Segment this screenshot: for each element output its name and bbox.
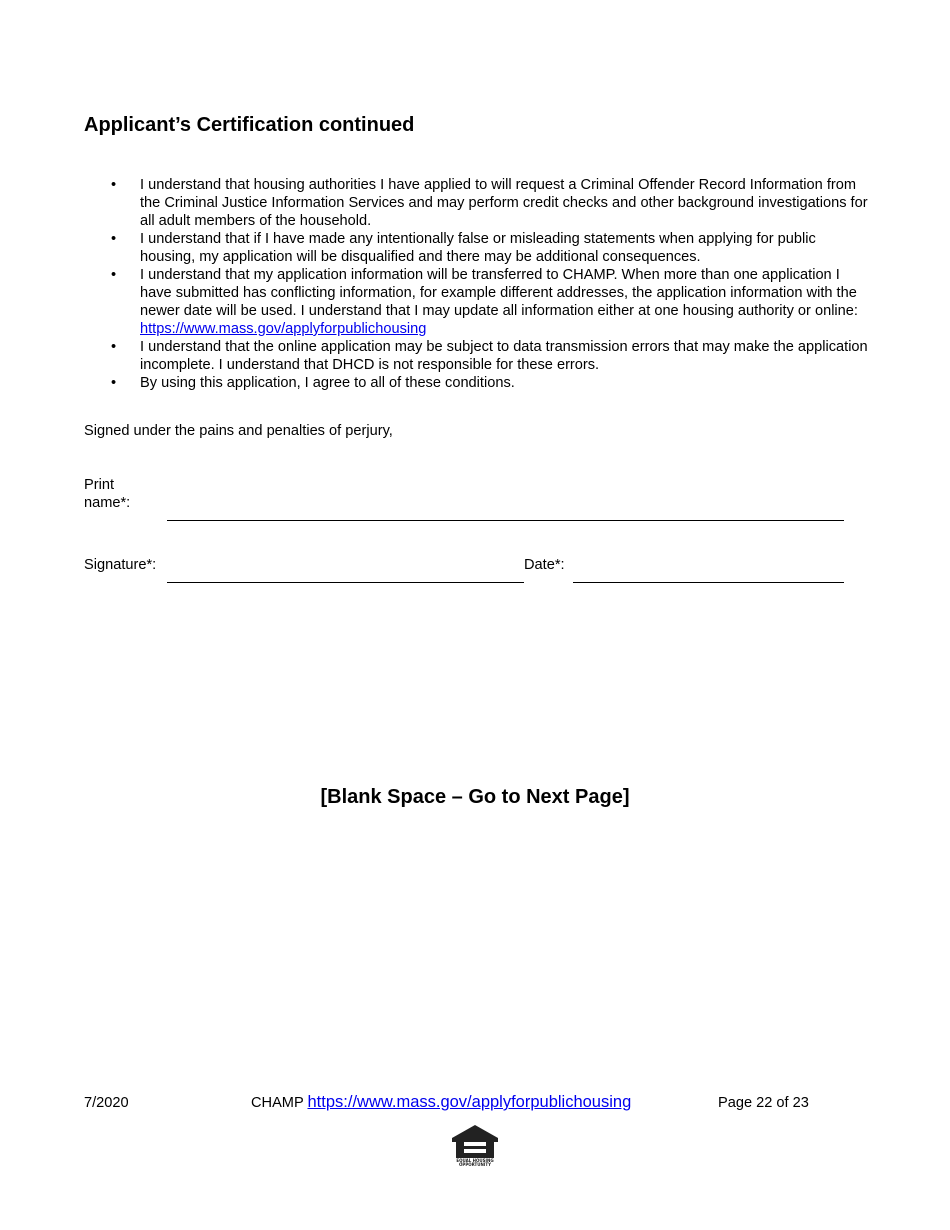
bullet-text: I understand that if I have made any intentionally false or misleading statements when applying for public housing, my application will be disqualified and there may be additional consequences. (140, 231, 816, 265)
print-name-label-line2: name*: (84, 495, 131, 511)
certification-list (84, 176, 874, 392)
list-item (84, 374, 874, 392)
bullet-text: I understand that the online application may be subject to data transmission errors that may make the application incomplete. I understand that DHCD is not responsible for these errors. (140, 339, 868, 373)
house-icon (452, 1125, 498, 1158)
bullet-text: I understand that housing authorities I have applied to will request a Criminal Offender Record Information from the Criminal Justice Information Services and may perform credit checks and other background investigations for all adult members of the household. (140, 177, 868, 229)
footer-link[interactable]: https://www.mass.gov/applyforpublichousing (307, 1093, 632, 1111)
apply-online-link[interactable]: https://www.mass.gov/applyforpublichousing (140, 321, 427, 337)
bullet-text: By using this application, I agree to all of these conditions. (140, 375, 515, 391)
signed-statement: Signed under the pains and penalties of perjury, (84, 423, 393, 439)
footer-champ (251, 1093, 631, 1112)
signature-label: Signature*: (84, 557, 157, 573)
print-name-field[interactable] (167, 520, 844, 521)
footer-date: 7/2020 (84, 1095, 129, 1111)
logo-caption-1: EQUAL HOUSING (456, 1158, 494, 1163)
page-title: Applicant’s Certification continued (84, 114, 415, 136)
logo-caption-2: OPPORTUNITY (458, 1162, 492, 1166)
blank-space-notice: [Blank Space – Go to Next Page] (320, 786, 630, 808)
equal-housing-opportunity-logo (450, 1124, 500, 1166)
list-item (84, 176, 874, 230)
list-item (84, 266, 874, 338)
bullet-text: I understand that my application information will be transferred to CHAMP. When more than one application I have submitted has conflicting information, for example different addresses, the application information with the newer date will be used. I understand that I may update all information either at one housing authority or online: (140, 267, 858, 319)
date-label: Date*: (524, 557, 565, 573)
list-item (84, 338, 874, 374)
page-number: Page 22 of 23 (718, 1095, 809, 1111)
signature-field[interactable] (167, 582, 524, 583)
list-item (84, 230, 874, 266)
footer-champ-label: CHAMP (251, 1095, 308, 1111)
print-name-label (84, 476, 130, 512)
date-field[interactable] (573, 582, 844, 583)
print-name-label-line1: Print (84, 477, 115, 493)
